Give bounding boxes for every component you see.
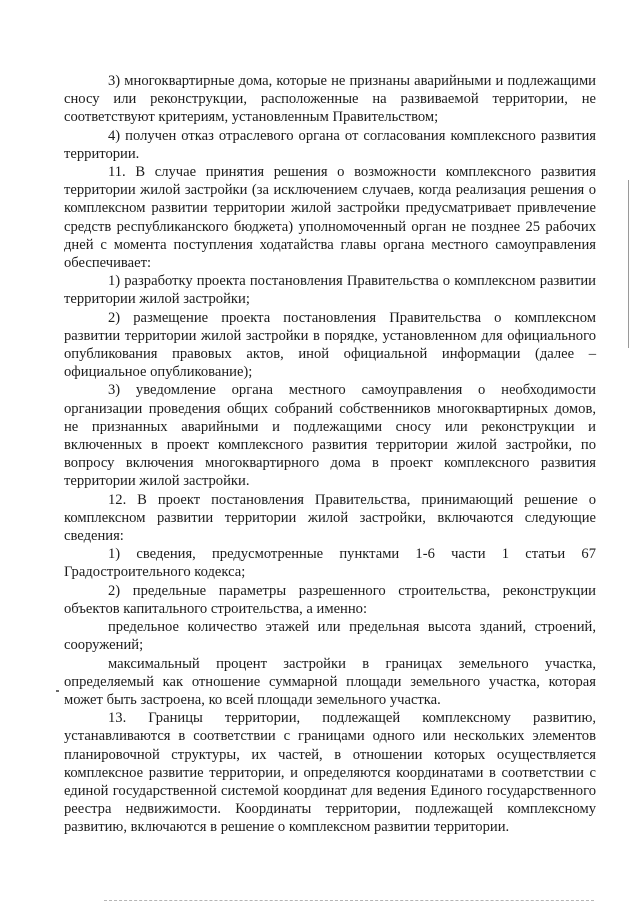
paragraph-clause-11-item-1: 1) разработку проекта постановления Правительства о комплексном развитии территории жилой застройки; (64, 273, 596, 308)
paragraph-clause-12-item-1: 1) сведения, предусмотренные пунктами 1-6 части 1 статьи 67 Градостроительного кодекса; (64, 546, 596, 581)
paragraph-clause-11: 11. В случае принятия решения о возможности комплексного развития территории жилой застройки (за исключением случаев, когда реализация решения о комплексном развитии территории жилой застройки предусматривает привлечение средств республиканского бюджета) уполномоченный орган не позднее 25 рабочих дней с момента поступления ходатайства главы органа местного самоуправления обеспечивает: (64, 164, 596, 272)
scan-artifact-line (628, 180, 629, 348)
paragraph-clause-12: 12. В проект постановления Правительства, принимающий решение о комплексном развитии территории жилой застройки, включаются следующие сведения: (64, 491, 596, 545)
document-body (64, 72, 596, 837)
paragraph-max-coverage: максимальный процент застройки в границах земельного участка, определяемый как отношение суммарной площади земельного участка, которая может быть застроена, ко всей площади земельного участка. (64, 655, 596, 708)
paragraph-clause-11-item-3: 3) уведомление органа местного самоуправления о необходимости организации проведения общих собраний собственников многоквартирных домов, не признанных аварийными и подлежащими сносу или реконструкции и включенных в проект комплексного развития территории жилой застройки, по вопросу включения многоквартирного дома в проект комплексного развития территории жилой застройки. (64, 382, 596, 490)
paragraph-item-4: 4) получен отказ отраслевого органа от согласования комплексного развития территории. (64, 127, 596, 162)
paragraph-max-floors: предельное количество этажей или предельная высота зданий, строений, сооружений; (64, 619, 596, 654)
scan-artifact-dot (56, 690, 59, 692)
bottom-edge-rule (104, 900, 594, 902)
paragraph-clause-11-item-2: 2) размещение проекта постановления Правительства о комплексном развитии территории жилой застройки в порядке, установленном для официального опубликования правовых актов, иной официальной информации (далее – официальное опубликование); (64, 309, 596, 381)
paragraph-clause-12-item-2: 2) предельные параметры разрешенного строительства, реконструкции объектов капитального строительства, а именно: (64, 582, 596, 617)
paragraph-item-3: 3) многоквартирные дома, которые не признаны аварийными и подлежащими сносу или реконструкции, расположенные на развиваемой территории, не соответствуют критериям, установленным Правительством; (64, 73, 596, 126)
paragraph-clause-13: 13. Границы территории, подлежащей комплексному развитию, устанавливаются в соответствии с границами одного или нескольких элементов планировочной структуры, их частей, в отношении которых осуществляется комплексное развитие территории, и определяются координатами в соответствии с единой государственной системой координат для ведения Единого государственного реестра недвижимости. Координаты территории, подлежащей комплексному развитию, включаются в решение о комплексном развитии территории. (64, 710, 596, 836)
